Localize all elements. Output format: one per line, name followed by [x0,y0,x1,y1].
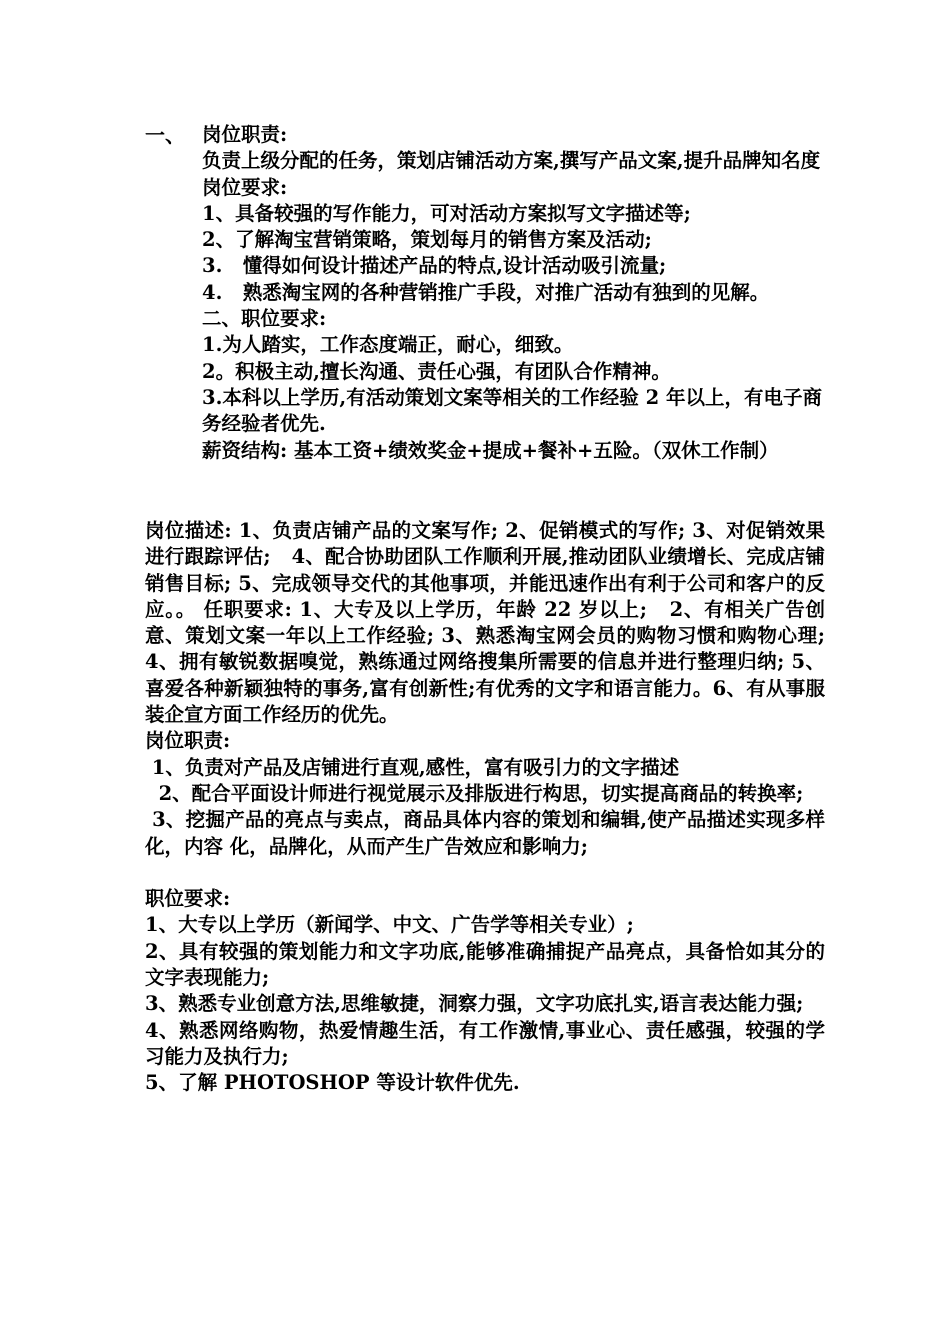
duty-item: 1、负责对产品及店铺进行直观,感性，富有吸引力的文字描述 [145,755,680,779]
duty-text: 负责上级分配的任务，策划店铺活动方案,撰写产品文案,提升品牌知名度 [202,149,821,173]
heading-job-duties: 岗位职责: [145,729,231,753]
duty-item: 3、挖掘产品的亮点与卖点，商品具体内容的策划和编辑,使产品描述实现多样化，内容 化，品牌化，从而产生广告效应和影响力; [145,808,825,858]
heading-position-requirements: 二、职位要求: [202,307,327,331]
requirement-item: 1、具备较强的写作能力，可对活动方案拟写文字描述等; [202,201,691,225]
requirement-item: 4. 熟悉淘宝网的各种营销推广手段，对推广活动有独到的见解。 [202,280,770,304]
requirement-item: 2、了解淘宝营销策略，策划每月的销售方案及活动; [202,228,652,252]
blank-line [145,860,825,886]
duty-item: 2、配合平面设计师进行视觉展示及排版进行构思，切实提高商品的转换率; [145,781,804,805]
requirement-item: 2、具有较强的策划能力和文字功底,能够准确捕捉产品亮点，具备恰如其分的文字表现能力; [145,939,825,990]
heading-job-requirements: 岗位要求: [202,175,288,199]
requirement-item: 1、大专以上学历（新闻学、中文、广告学等相关专业）; [145,913,634,937]
position-requirement-item: 3.本科以上学历,有活动策划文案等相关的工作经验 2 年以上，有电子商务经验者优先. [202,385,822,436]
heading-position-requirements: 职位要求: [145,887,231,911]
requirement-item: 5、了解 PHOTOSHOP 等设计软件优先. [145,1071,520,1095]
position-requirement-item: 2。积极主动,擅长沟通、责任心强，有团队合作精神。 [202,359,671,383]
section-number: 一、 [145,123,185,147]
requirement-item: 3. 懂得如何设计描述产品的特点,设计活动吸引流量; [202,254,667,278]
salary-structure: 薪资结构: 基本工资+绩效奖金+提成+餐补+五险。（双休工作制） [202,438,779,462]
section-two [145,518,846,1097]
heading-job-duties: 岗位职责: [202,123,288,146]
requirement-item: 4、熟悉网络购物，热爱情趣生活，有工作激情,事业心、责任感强，较强的学习能力及执行力; [145,1018,825,1068]
requirement-item: 3、熟悉专业创意方法,思维敏捷，洞察力强，文字功底扎实,语言表达能力强; [145,992,804,1016]
job-description: 岗位描述: 1、负责店铺产品的文案写作; 2、促销模式的写作; 3、对促销效果进行跟踪评估; 4、配合协助团队工作顺利开展,推动团队业绩增长、完成店铺销售目标; 5、完成领导交代的其他事项，并能迅速作出有利于公司和客户的反应。。 任职要求: 1、大专及以上学历，年龄 22 岁以上; 2、有相关广告创意、策划文案一年以上工作经验; 3、熟悉淘宝网会员的购物习惯和购物心理; 4、拥有敏锐数据嗅觉，熟练通过网络搜集所需要的信息并进行整理归纳; 5、喜爱各种新颖独特的事务,富有创新性;有优秀的文字和语言能力。6、有从事服装企宣方面工作经历的优先。 [145,519,846,727]
position-requirement-item: 1.为人踏实，工作态度端正，耐心，细致。 [202,333,574,357]
section-one-body [202,122,822,464]
